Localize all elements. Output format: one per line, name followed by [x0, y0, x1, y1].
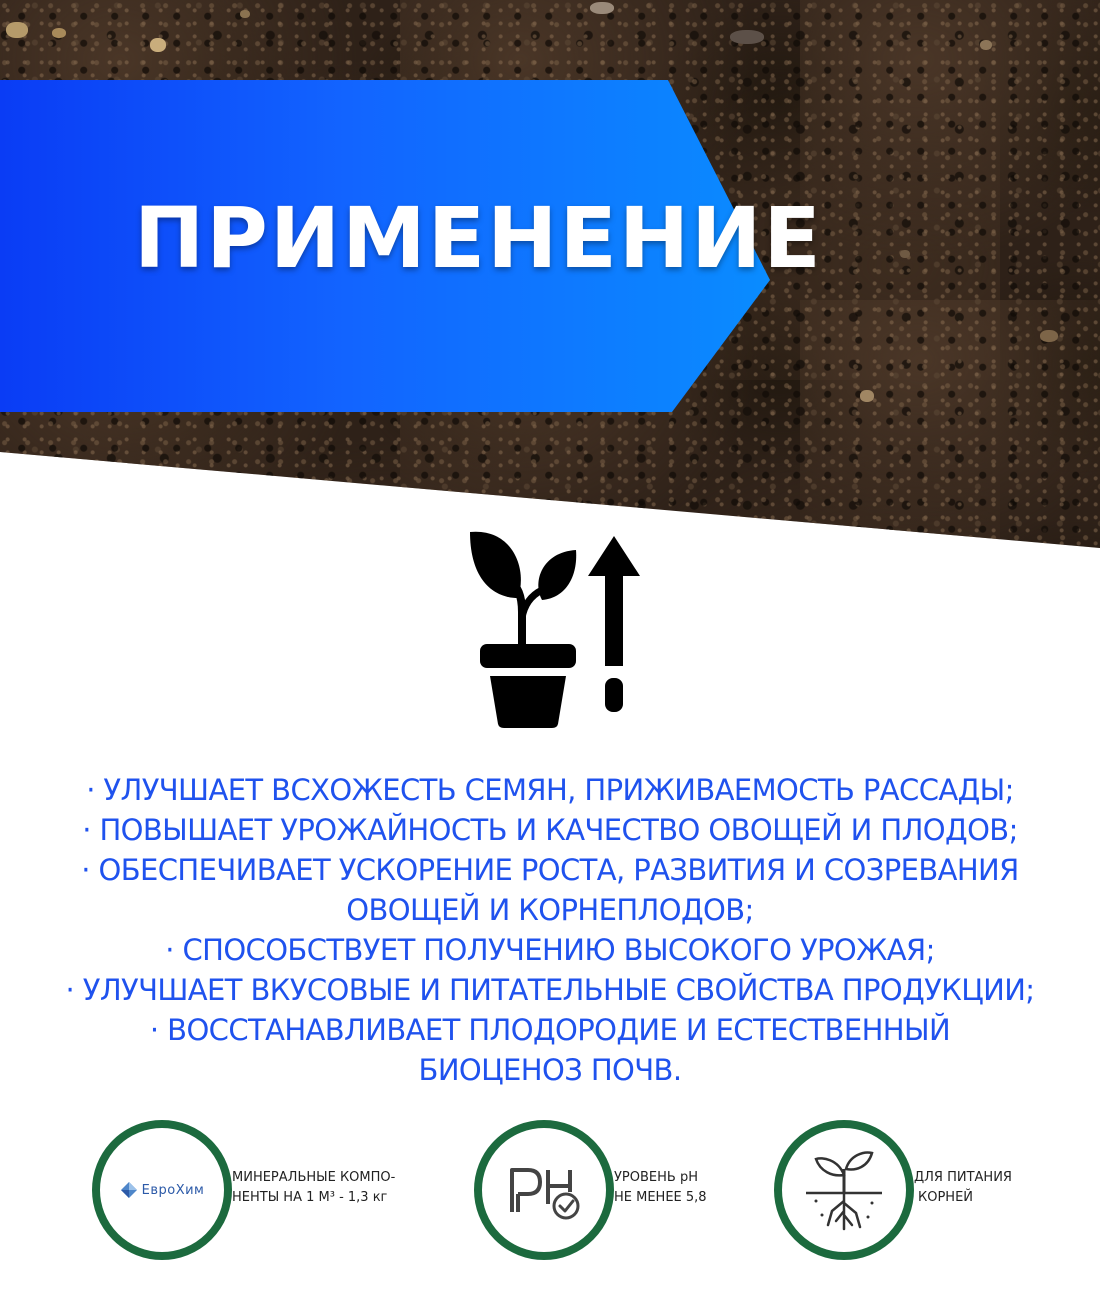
sprout-roots-icon [802, 1145, 886, 1235]
benefit-line: · ВОССТАНАВЛИВАЕТ ПЛОДОРОДИЕ И ЕСТЕСТВЕННЫЙ [149, 1013, 951, 1047]
ph-check-icon [504, 1158, 584, 1222]
plant-growth-up-arrow-icon [462, 528, 642, 730]
badge-line: МИНЕРАЛЬНЫЕ КОМПО- [232, 1170, 396, 1185]
badge-ring [474, 1120, 614, 1260]
benefit-line: ОВОЩЕЙ И КОРНЕПЛОДОВ; [346, 893, 754, 927]
benefit-line: · СПОСОБСТВУЕТ ПОЛУЧЕНИЮ ВЫСОКОГО УРОЖАЯ; [165, 933, 935, 967]
benefit-line: · УЛУЧШАЕТ ВСХОЖЕСТЬ СЕМЯН, ПРИЖИВАЕМОСТЬ РАССАДЫ; [86, 773, 1014, 807]
badge-text [232, 1168, 395, 1208]
eurochem-logo [120, 1181, 205, 1199]
badge-ph [474, 1120, 734, 1260]
badge-text [614, 1168, 707, 1208]
benefit-line: · ОБЕСПЕЧИВАЕТ УСКОРЕНИЕ РОСТА, РАЗВИТИЯ И СОЗРЕВАНИЯ [81, 853, 1019, 887]
benefit-line: · ПОВЫШАЕТ УРОЖАЙНОСТЬ И КАЧЕСТВО ОВОЩЕЙ И ПЛОДОВ; [82, 813, 1018, 847]
badge-line: НЕНТЫ НА 1 М³ - 1,3 кг [232, 1190, 388, 1205]
benefits-list [0, 770, 1100, 1090]
badge-line: ДЛЯ ПИТАНИЯ [914, 1170, 1012, 1185]
benefit-line: БИОЦЕНОЗ ПОЧВ. [418, 1053, 682, 1087]
page-title: ПРИМЕНЕНИЕ [134, 189, 823, 287]
badge-line: УРОВЕНЬ pH [614, 1170, 698, 1185]
benefit-line: · УЛУЧШАЕТ ВКУСОВЫЕ И ПИТАТЕЛЬНЫЕ СВОЙСТВА ПРОДУКЦИИ; [65, 973, 1035, 1007]
badge-ring [92, 1120, 232, 1260]
badge-line: НЕ МЕНЕЕ 5,8 [614, 1190, 707, 1205]
eurochem-diamond-icon [120, 1181, 138, 1199]
badge-roots [774, 1120, 1074, 1260]
eurochem-logo-text: ЕвроХим [141, 1182, 205, 1198]
badge-text [914, 1168, 1012, 1208]
badge-minerals [92, 1120, 432, 1260]
badge-ring [774, 1120, 914, 1260]
badge-line: КОРНЕЙ [918, 1190, 974, 1205]
